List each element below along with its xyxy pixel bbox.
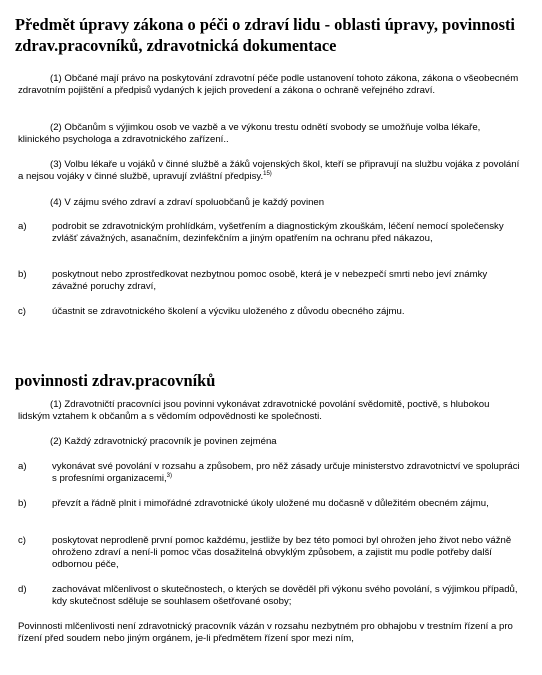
section1-paragraph-2: (2) Občanům s výjimkou osob ve vazbě a ve výkonu trestu odnětí svobody se umožňuje volba lékaře, klinického psychologa a zdravotnického zařízení.. xyxy=(18,122,481,145)
closing-paragraph: Povinnosti mlčenlivosti není zdravotnický pracovník vázán v rozsahu nezbytném pro obhajobu v trestním řízení a pro řízení před soudem nebo jiným orgánem, je-li předmětem řízení spor mezi ním, xyxy=(18,621,513,644)
section2-paragraph-2: (2) Každý zdravotnický pracovník je povinen zejména xyxy=(50,436,277,447)
list-item-text: poskytovat neprodleně první pomoc každému, jestliže by bez této pomoci byl ohrožen jeho život nebo vážně ohroženo zdraví a není-li pomoc včas dosažitelná obvyklým způsobem, a zajistit mu podle potřeby další odbornou péče, xyxy=(52,535,512,570)
list-item-letter: b) xyxy=(18,498,27,509)
list-item-text: podrobit se zdravotnickým prohlídkám, vyšetřením a diagnostickým zkouškám, léčení nemocí společensky zvlášť závažných, asanačním, dezinfekčním a jiným opatřením na ochranu před nákazou, xyxy=(52,221,504,244)
list-item-letter: d) xyxy=(18,584,27,595)
list-item-text: převzít a řádně plnit i mimořádné zdravotnické úkoly uložené mu dočasně v důležitém obecném zájmu, xyxy=(52,498,489,509)
section1-paragraph-1: (1) Občané mají právo na poskytování zdravotní péče podle ustanovení tohoto zákona, zákona o všeobecném zdravotním pojištění a předpisů vydaných k jejich provedení a zákona o ochraně veřejného zdraví. xyxy=(18,73,519,96)
list-item-letter: b) xyxy=(18,269,27,280)
footnote-ref-15: 15) xyxy=(263,170,272,177)
footnote-ref-3: 3) xyxy=(166,472,172,479)
section1-paragraph-3: (3) Volbu lékaře u vojáků v činné službě a žáků vojenských škol, kteří se připravují na službu vojáka z povolání a nejsou vojáky v činné službě, upravují zvláštní předpisy.$^{15)}$ xyxy=(18,159,520,182)
list-item-text: poskytnout nebo zprostředkovat nezbytnou pomoc osobě, která je v nebezpečí smrti nebo jeví známky závažné poruchy zdraví, xyxy=(52,269,488,292)
list-item-letter: c) xyxy=(18,306,26,317)
list-item-letter: c) xyxy=(18,535,26,546)
document-title: Předmět úpravy zákona o péči o zdraví lidu - oblasti úpravy, povinnosti zdrav.pracovníků, zdravotnická dokumentace xyxy=(15,15,515,55)
list-item-text: zachovávat mlčenlivost o skutečnostech, o kterých se dověděl při výkonu svého povolání, s výjimkou případů, kdy skutečnost sděluje se souhlasem ošetřované osoby; xyxy=(52,584,518,607)
section2-paragraph-1: (1) Zdravotničtí pracovníci jsou povinni vykonávat zdravotnické povolání svědomitě, poctivě, s hlubokou lidským vztahem k občanům a s vědomím odpovědnosti ke společnosti. xyxy=(18,399,490,422)
list-item-text: účastnit se zdravotnického školení a výcviku uloženého z důvodu obecného zájmu. xyxy=(52,306,405,317)
list-item-letter: a) xyxy=(18,221,27,232)
list-item-letter: a) xyxy=(18,461,27,472)
section-heading: povinnosti zdrav.pracovníků xyxy=(15,371,216,390)
section1-paragraph-4: (4) V zájmu svého zdraví a zdraví spoluobčanů je každý povinen xyxy=(50,197,325,208)
list-item-text: vykonávat své povolání v rozsahu a způsobem, pro něž zásady určuje ministerstvo zdravotnictví ve spolupráci s profesními organizacemi,$^{3)}$ xyxy=(52,461,520,484)
